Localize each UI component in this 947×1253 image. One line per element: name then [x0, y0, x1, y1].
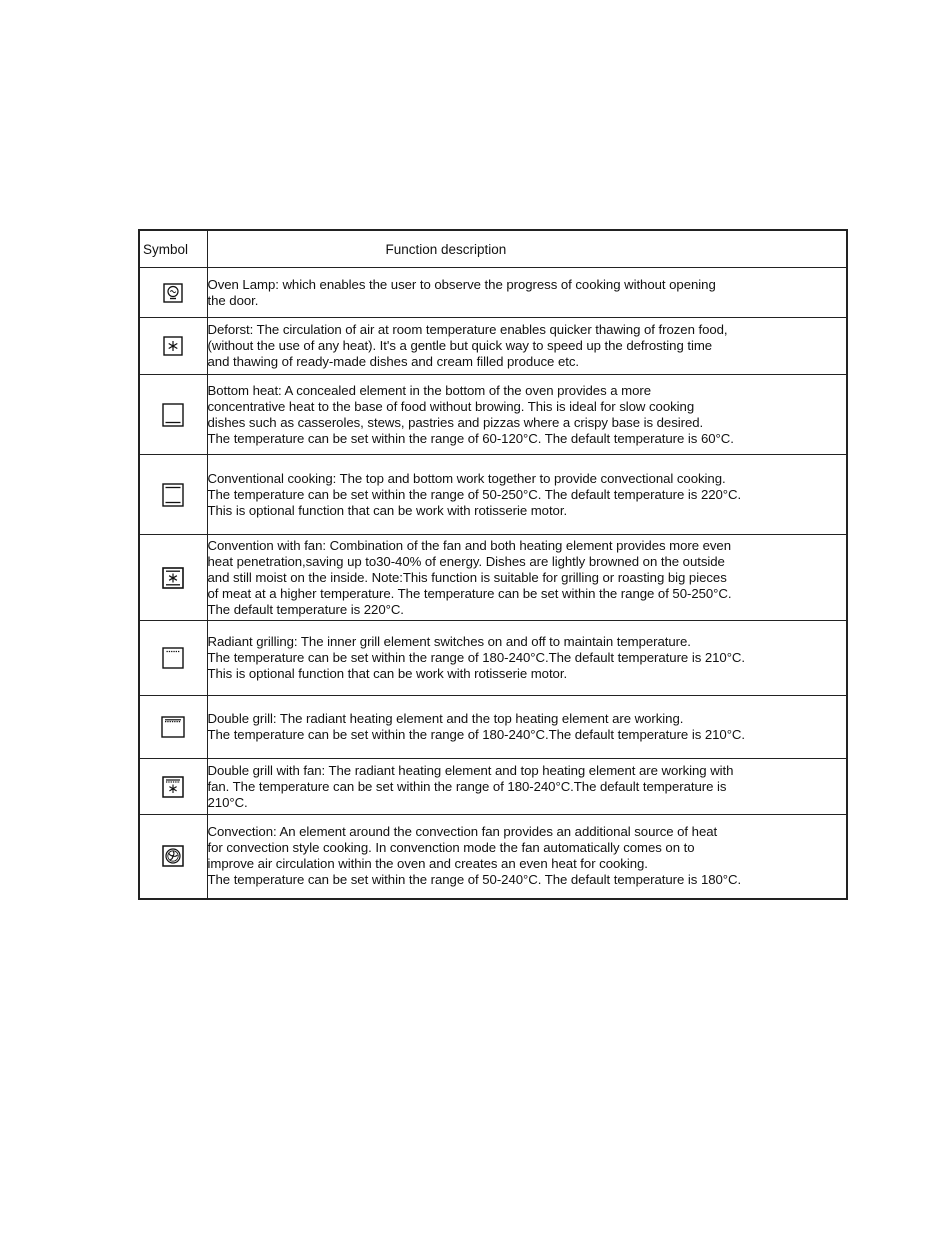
table-row [139, 318, 847, 375]
table-row [139, 535, 847, 621]
description-line: for convection style cooking. In convenction mode the fan automatically comes on to [207, 840, 695, 856]
description-line: Convection: An element around the convection fan provides an additional source of heat [207, 824, 718, 840]
description-cell [207, 268, 847, 318]
symbol-cell [139, 535, 207, 621]
description-line: The temperature can be set within the range of 60-120°C. The default temperature is 60°C. [207, 430, 734, 446]
description-line: improve air circulation within the oven and creates an even heat for cooking. [207, 856, 648, 872]
description-line: 210°C. [207, 794, 248, 810]
description-line: the door. [207, 292, 259, 308]
description-line: (without the use of any heat). It's a gentle but quick way to speed up the defrosting time [207, 338, 713, 353]
table-row [139, 696, 847, 759]
header-row [139, 230, 847, 268]
description-cell [207, 696, 847, 759]
description-line: This is optional function that can be work with rotisserie motor. [207, 502, 568, 518]
defrost-fan-icon [163, 336, 183, 356]
description-cell [207, 759, 847, 815]
symbol-cell [139, 621, 207, 696]
description-line: This is optional function that can be work with rotisserie motor. [207, 666, 568, 681]
symbol-cell [139, 696, 207, 759]
description-line: The temperature can be set within the range of 180-240°C.The default temperature is 210°C. [207, 727, 746, 742]
radiant-grill-icon [162, 647, 184, 669]
description-line: concentrative heat to the base of food without browing. This is ideal for slow cooking [207, 398, 695, 414]
description-line: Double grill with fan: The radiant heating element and top heating element are working with [207, 762, 734, 778]
description-cell [207, 815, 847, 899]
description-line: Conventional cooking: The top and bottom work together to provide convectional cooking. [207, 470, 726, 486]
table-row [139, 268, 847, 318]
description-cell [207, 621, 847, 696]
symbol-column-header: Symbol [139, 230, 207, 268]
description-line: and thawing of ready-made dishes and cream filled produce etc. [207, 354, 579, 369]
description-line: fan. The temperature can be set within the range of 180-240°C.The default temperature is [207, 778, 727, 794]
description-cell [207, 375, 847, 455]
double-grill-icon [161, 716, 185, 738]
symbol-cell [139, 455, 207, 535]
conventional-cooking-icon [162, 483, 184, 507]
description-cell [207, 455, 847, 535]
symbol-cell [139, 759, 207, 815]
bottom-heat-icon [162, 403, 184, 427]
description-line: The temperature can be set within the range of 180-240°C.The default temperature is 210°C. [207, 650, 746, 665]
function-table [138, 229, 848, 900]
oven-lamp-icon [163, 283, 183, 303]
description-line: Double grill: The radiant heating element and the top heating element are working. [207, 711, 684, 726]
table-row [139, 621, 847, 696]
description-line: The default temperature is 220°C. [207, 601, 404, 617]
function-description-column-header: Function description [207, 230, 847, 268]
description-line: Bottom heat: A concealed element in the bottom of the oven provides a more [207, 382, 651, 398]
description-line: The temperature can be set within the range of 50-240°C. The default temperature is 180°C. [207, 872, 742, 888]
description-line: and still moist on the inside. Note:This function is suitable for grilling or roasting big pieces [207, 569, 727, 585]
description-line: Oven Lamp: which enables the user to observe the progress of cooking without opening [207, 276, 716, 292]
double-grill-fan-icon [162, 776, 184, 798]
description-line: of meat at a higher temperature. The temperature can be set within the range of 50-250°C. [207, 585, 732, 601]
table-row [139, 455, 847, 535]
table-row [139, 815, 847, 899]
description-line: Radiant grilling: The inner grill element switches on and off to maintain temperature. [207, 634, 691, 649]
description-line: The temperature can be set within the range of 50-250°C. The default temperature is 220°C. [207, 486, 742, 502]
convection-fan-icon [162, 845, 184, 867]
description-line: dishes such as casseroles, stews, pastries and pizzas where a crispy base is desired. [207, 414, 704, 430]
description-line: heat penetration,saving up to30-40% of energy. Dishes are lightly browned on the outside [207, 553, 725, 569]
table-row [139, 375, 847, 455]
table-row [139, 759, 847, 815]
symbol-cell [139, 318, 207, 375]
symbol-cell [139, 375, 207, 455]
symbol-cell [139, 815, 207, 899]
description-line: Deforst: The circulation of air at room temperature enables quicker thawing of frozen food, [207, 322, 728, 337]
symbol-cell [139, 268, 207, 318]
description-cell [207, 535, 847, 621]
description-cell [207, 318, 847, 375]
description-line: Convention with fan: Combination of the fan and both heating element provides more even [207, 537, 731, 553]
convection-with-fan-icon [162, 567, 184, 589]
